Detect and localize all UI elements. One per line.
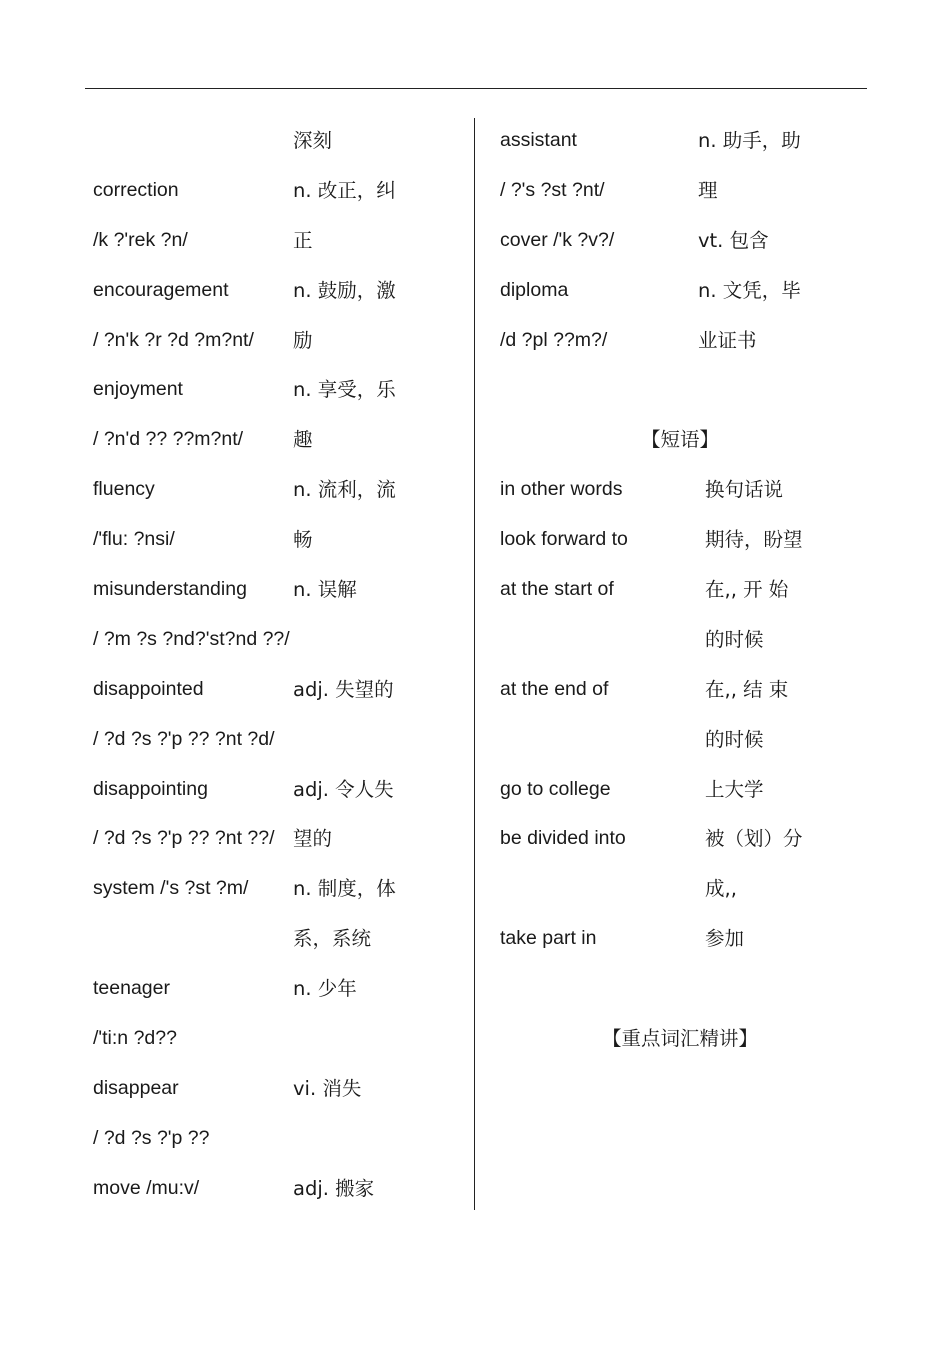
phrase-line — [500, 715, 860, 765]
phrase-line-meaning: 参加 — [705, 927, 745, 951]
vocab-line-term: / ?'s ?st ?nt/ — [500, 178, 605, 201]
vocab-line-term: / ?m ?s ?nd?'st?nd ??/ — [93, 627, 290, 650]
phrase-line-meaning: 上大学 — [705, 777, 764, 801]
vocab-line-term: move /mu:v/ — [93, 1176, 200, 1199]
phrase-line-meaning: 的时候 — [705, 727, 764, 751]
phrase-line-meaning: 在,, 开 始 — [705, 578, 789, 602]
vocab-line — [93, 1164, 463, 1214]
vocab-line-term: cover /'k ?v?/ — [500, 228, 615, 251]
vocab-line — [93, 116, 463, 166]
phrase-line — [500, 465, 860, 515]
vocab-line — [93, 515, 463, 565]
phrase-line-term: look forward to — [500, 528, 628, 551]
vocab-line-term: disappear — [93, 1076, 179, 1099]
top-rule — [85, 88, 867, 89]
vocab-line-term: /'ti:n ?d?? — [93, 1027, 177, 1050]
vocab-line — [93, 964, 463, 1014]
vocab-line-meaning: n. 少年 — [293, 977, 357, 1001]
blank-line — [500, 365, 860, 415]
vocab-line — [500, 266, 860, 316]
phrase-line-term: in other words — [500, 478, 623, 501]
vocab-line-term: correction — [93, 178, 179, 201]
vocab-line-term: disappointed — [93, 677, 204, 700]
vocab-line — [93, 266, 463, 316]
phrase-line — [500, 515, 860, 565]
vocab-line — [93, 1114, 463, 1164]
vocab-line-meaning: 深刻 — [293, 129, 333, 152]
vocab-line-term: / ?d ?s ?'p ?? — [93, 1126, 210, 1149]
vocab-line-term: teenager — [93, 977, 170, 1000]
vocab-line — [93, 615, 463, 665]
vocab-line — [500, 116, 860, 166]
phrase-line — [500, 565, 860, 615]
vocab-line-meaning: adj. 搬家 — [293, 1176, 375, 1200]
vocab-line-term: / ?n'k ?r ?d ?m?nt/ — [93, 328, 254, 351]
vocab-line-term: assistant — [500, 129, 577, 151]
vocab-line — [93, 665, 463, 715]
phrase-line-term: take part in — [500, 927, 597, 950]
vocab-line — [93, 864, 463, 914]
phrases-heading-row — [500, 415, 860, 465]
phrases-heading: 【短语】 — [640, 428, 719, 452]
vocab-line — [93, 565, 463, 615]
right-column — [500, 116, 860, 1064]
vocab-heading: 【重点词汇精讲】 — [601, 1027, 758, 1051]
vocab-line-meaning: n. 制度，体 — [293, 877, 396, 901]
vocab-line — [93, 765, 463, 815]
phrase-line — [500, 765, 860, 815]
vocab-line — [500, 316, 860, 366]
vocab-line-meaning: 理 — [698, 178, 718, 202]
phrase-line — [500, 665, 860, 715]
phrase-line-term: at the start of — [500, 578, 614, 601]
vocab-line-meaning: 业证书 — [698, 328, 757, 352]
column-divider — [474, 118, 475, 1210]
vocab-line — [93, 365, 463, 415]
vocab-heading-row — [500, 1014, 860, 1064]
vocab-line — [93, 415, 463, 465]
vocab-line — [93, 814, 463, 864]
vocab-line-term: / ?n'd ?? ??m?nt/ — [93, 428, 244, 451]
phrase-line-meaning: 期待，盼望 — [705, 528, 803, 552]
phrase-line — [500, 814, 860, 864]
vocab-line-meaning: n. 流利，流 — [293, 478, 396, 502]
vocab-line-term: /d ?pl ??m?/ — [500, 328, 608, 351]
vocab-line-term: /k ?'rek ?n/ — [93, 228, 188, 251]
vocab-line-meaning: vt. 包含 — [698, 228, 769, 252]
phrase-line-term: at the end of — [500, 677, 609, 700]
blank-line — [500, 964, 860, 1014]
vocab-line-term: fluency — [93, 478, 155, 501]
vocab-line-term: / ?d ?s ?'p ?? ?nt ?d/ — [93, 727, 275, 750]
vocab-line-meaning: adj. 失望的 — [293, 677, 394, 701]
vocab-line-term: encouragement — [93, 278, 229, 301]
phrase-line-meaning: 被（划）分 — [705, 827, 803, 851]
vocab-line — [93, 465, 463, 515]
vocab-line-term: /'flu: ?nsi/ — [93, 528, 175, 551]
phrase-line-meaning: 在,, 结 束 — [705, 677, 789, 701]
vocab-line-meaning: 系，系统 — [293, 927, 372, 951]
vocab-line-meaning: 趣 — [293, 428, 313, 452]
vocab-line — [500, 216, 860, 266]
phrase-line — [500, 914, 860, 964]
phrase-line-meaning: 的时候 — [705, 627, 764, 651]
vocab-line-meaning: vi. 消失 — [293, 1076, 362, 1100]
vocab-line — [93, 1064, 463, 1114]
vocab-line — [93, 166, 463, 216]
vocab-line — [93, 914, 463, 964]
vocab-line — [93, 216, 463, 266]
phrase-line-meaning: 成,, — [705, 877, 737, 901]
vocab-line — [93, 715, 463, 765]
phrase-line-meaning: 换句话说 — [705, 478, 784, 502]
vocab-line-meaning: n. 改正，纠 — [293, 178, 396, 202]
vocab-line-term: enjoyment — [93, 378, 183, 401]
vocab-line — [93, 316, 463, 366]
vocab-line — [500, 166, 860, 216]
phrase-line-term: go to college — [500, 777, 611, 800]
vocab-line-meaning: n. 误解 — [293, 578, 357, 602]
vocab-line-meaning: n. 文凭，毕 — [698, 278, 801, 302]
left-column — [93, 116, 463, 1214]
vocab-line-meaning: 正 — [293, 228, 313, 252]
vocab-line-meaning: 励 — [293, 328, 313, 352]
vocab-line-meaning: n. 享受，乐 — [293, 378, 396, 402]
phrase-line — [500, 864, 860, 914]
vocab-line-meaning: adj. 令人失 — [293, 777, 394, 801]
vocab-line-term: disappointing — [93, 777, 208, 800]
vocab-line-meaning: 畅 — [293, 528, 313, 552]
vocab-line-meaning: 望的 — [293, 827, 333, 851]
vocab-line-term: / ?d ?s ?'p ?? ?nt ??/ — [93, 827, 275, 850]
vocab-line — [93, 1014, 463, 1064]
vocab-line-term: misunderstanding — [93, 578, 247, 601]
phrase-line — [500, 615, 860, 665]
vocab-line-meaning: n. 助手，助 — [698, 129, 801, 152]
vocab-line-meaning: n. 鼓励，激 — [293, 278, 396, 302]
phrase-line-term: be divided into — [500, 827, 626, 850]
vocab-line-term: diploma — [500, 278, 569, 301]
vocab-line-term: system /'s ?st ?m/ — [93, 877, 249, 900]
